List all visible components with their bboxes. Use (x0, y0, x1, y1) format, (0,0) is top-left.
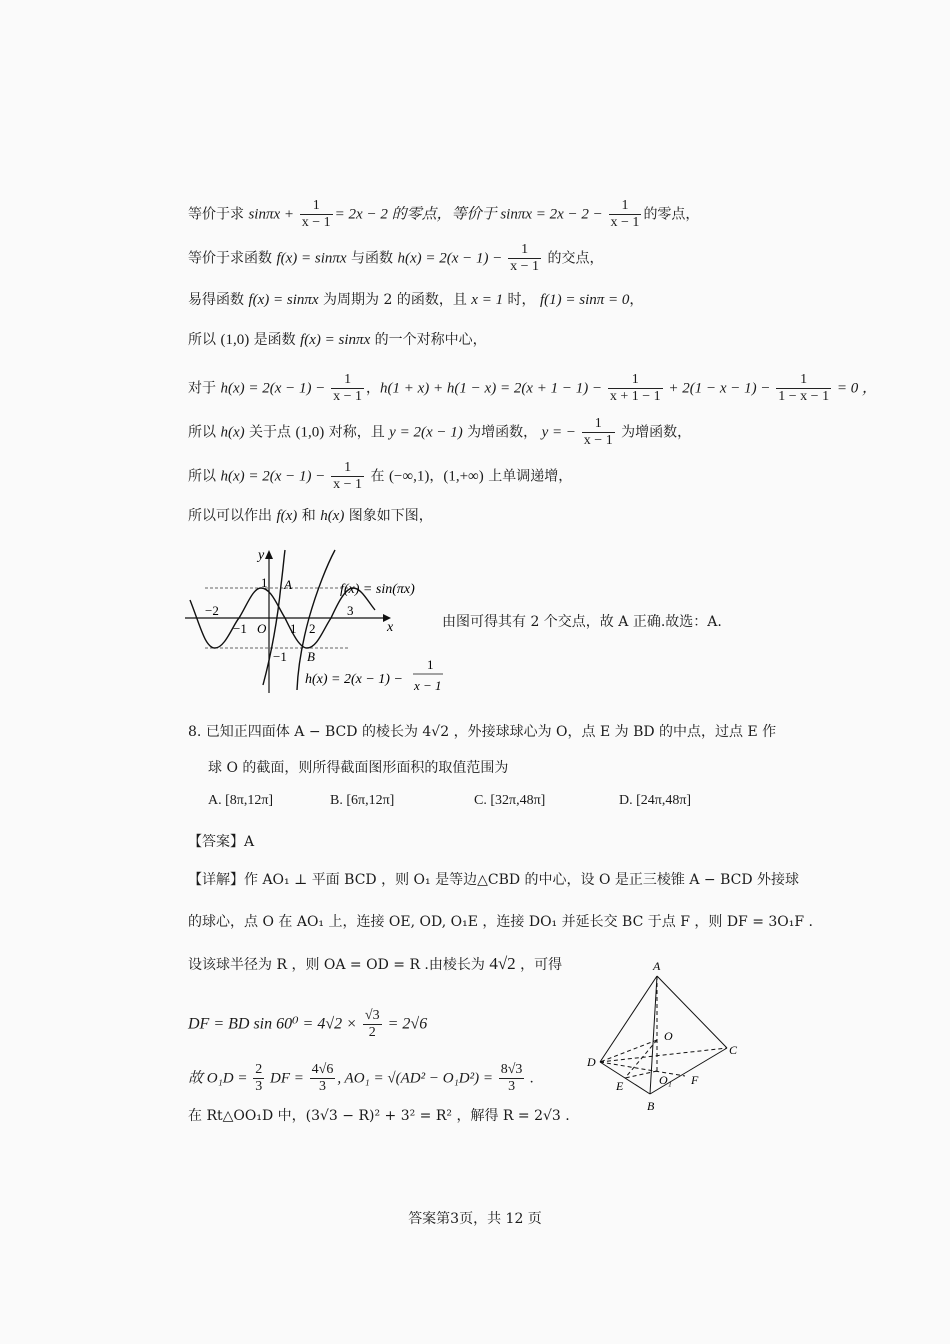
edge-AB (650, 976, 657, 1094)
question-line-2: 球 O 的截面，则所得截面图形面积的取值范围为 (208, 760, 509, 776)
text: 等价于求 (188, 206, 249, 223)
math: f(1) = sinπ = 0 (539, 292, 630, 308)
question-text: 已知正四面体 A − BCD 的棱长为 4√2 ，外接球球心为 O，点 E 为 BD 的中点，过点 E 作 (205, 724, 777, 740)
text: ，可得 (515, 957, 563, 973)
vertex-D: D (587, 1055, 596, 1069)
math: h(x) = 2(x − 1) − (397, 250, 507, 267)
label-h: h(x) = 2(x − 1) − (305, 672, 403, 687)
text: 易得函数 (188, 292, 249, 308)
detail-line-2: 的球心，点 O 在 AO₁ 上，连接 OE, OD, O₁E ，连接 DO₁ 并延长交 BC 于点 F ，则 DF = 3O₁F . (188, 914, 814, 930)
math: (−∞,1) (388, 468, 430, 485)
label-tick-1: 1 (261, 575, 268, 590)
fraction: $\frac{1}{x - 1}$ (610, 198, 640, 230)
math: . (526, 1070, 534, 1087)
math: h(x) = 2(x − 1) − (220, 468, 330, 485)
solution-line-2 (188, 242, 604, 275)
vertex-A: A (653, 959, 661, 973)
label-tick-neg1: −1 (273, 649, 287, 664)
text: ， (429, 468, 444, 485)
function-graph (185, 545, 445, 695)
text: ， (629, 292, 644, 308)
fraction: $\frac{1}{1 - x - 1}$ (778, 372, 830, 404)
option-d: D. [24π,48π] (619, 793, 692, 808)
answer: 【答案】A (188, 834, 255, 850)
text: 和 (297, 508, 321, 524)
graph-conclusion: 由图可得其有 2 个交点，故 A 正确.故选：A. (442, 614, 722, 630)
label-tick-neg2: −2 (205, 603, 219, 618)
label-tick-x-1: 1 (290, 621, 297, 636)
fraction: $\frac{1}{x - 1}$ (510, 242, 540, 274)
option-a: A. [8π,12π] (208, 793, 274, 808)
label-h-den: x − 1 (414, 678, 442, 693)
math: h(1 + x) + h(1 − x) = 2(x + 1 − 1) − (380, 380, 606, 397)
text: 所以 (188, 332, 221, 348)
text: 为增函数， (462, 424, 542, 441)
detail-tag: 【详解】 (188, 872, 244, 888)
solution-line-6 (188, 416, 691, 449)
solution-line-7 (188, 460, 572, 493)
point-F: F (691, 1073, 699, 1087)
solution-line-5 (188, 372, 877, 405)
math: (1,+∞) (443, 468, 484, 485)
solution-line-1 (188, 198, 699, 231)
tetrahedron-figure (585, 958, 745, 1118)
math: f(x) = sinπx (248, 292, 319, 308)
text: 对称，且 (324, 424, 390, 441)
math: y = 2(x − 1) (389, 424, 463, 441)
math: DF = BD sin 60⁰ = 4√2 × (188, 1015, 361, 1033)
math: = 2x − 2 的零点，等价于 (334, 206, 501, 223)
math: (1,0) (220, 332, 250, 348)
point-O1: O₁ (659, 1073, 672, 1087)
math: = 2√6 (383, 1015, 428, 1033)
label-x: x (387, 620, 394, 635)
question-number: 8. (188, 724, 202, 740)
math: (1,0) (295, 424, 325, 441)
text: 为周期为 2 的函数，且 (318, 292, 472, 308)
label-point-B: B (307, 649, 315, 664)
text: 所以可以作出 (188, 508, 277, 524)
point-E: E (616, 1079, 624, 1093)
text: 时， (503, 292, 540, 308)
fraction: $\frac{1}{x - 1}$ (583, 416, 613, 448)
detail-line-1 (188, 870, 799, 890)
label-f: f(x) = sin(πx) (340, 582, 415, 597)
text: 所以 (188, 468, 221, 485)
text: 图象如下图， (344, 508, 433, 524)
solution-line-8 (188, 506, 433, 526)
detail-line-4 (188, 1008, 427, 1041)
detail-line-3 (188, 954, 562, 975)
text: 对于 (188, 380, 221, 397)
text: 等价于求函数 (188, 250, 277, 267)
math: h(x) = 2(x − 1) − (220, 380, 330, 397)
math: 4√2 (489, 954, 516, 973)
text: 设该球半径为 R ，则 OA = OD = R .由棱长为 (188, 957, 490, 973)
fraction: $\frac{1}{x + 1 - 1}$ (609, 372, 661, 404)
math: + 2(1 − x − 1) − (664, 380, 775, 397)
text: 在 (366, 468, 389, 485)
option-c: C. [32π,48π] (474, 793, 546, 808)
math: y = − (541, 424, 580, 441)
math: x = 1 (471, 292, 504, 308)
math: f(x) = sinπx (300, 332, 371, 348)
text: 所以 (188, 424, 221, 441)
fraction: $\frac{8√3}{3}$ (500, 1062, 523, 1094)
math: , AO₁ = √(AD² − O₁D²) = (337, 1070, 497, 1087)
label-origin: O (257, 621, 267, 636)
math: = 0 ， (833, 380, 877, 397)
detail-line-6: 在 Rt△OO₁D 中，(3√3 − R)² + 3² = R² ，解得 R = 2√3 . (188, 1108, 570, 1124)
fraction: $\frac{1}{x - 1}$ (333, 372, 363, 404)
edge-AD (600, 976, 657, 1062)
text: 作 AO₁ ⊥ 平面 BCD ，则 O₁ 是等边△CBD 的中心，设 O 是正三棱锥 A − BCD 外接球 (244, 872, 800, 888)
label-h-num: 1 (427, 657, 434, 672)
text: 与函数 (346, 250, 398, 267)
math: h(x) (220, 424, 245, 441)
text: 的一个对称中心， (370, 332, 487, 348)
math: sinπx = 2x − 2 − (500, 206, 607, 223)
option-b: B. [6π,12π] (330, 793, 395, 808)
text: 关于点 (244, 424, 296, 441)
fraction: $\frac{1}{x - 1}$ (333, 460, 363, 492)
text: ， (366, 380, 381, 397)
fraction: $\frac{1}{x - 1}$ (301, 198, 331, 230)
label-y: y (258, 548, 265, 563)
fraction: $\frac{√3}{2}$ (364, 1008, 380, 1040)
label-point-A: A (284, 577, 292, 592)
text: 是函数 (249, 332, 301, 348)
text: 为增函数， (616, 424, 692, 441)
y-axis-arrow (265, 550, 273, 559)
fraction: $\frac{4√6}{3}$ (311, 1062, 334, 1094)
solution-line-3 (188, 290, 643, 310)
question-line-1 (188, 722, 776, 742)
label-tick-3: 3 (347, 603, 354, 618)
vertex-C: C (729, 1043, 738, 1057)
text: 的零点， (643, 206, 700, 223)
page-footer: 答案第3页，共 12 页 (408, 1211, 542, 1227)
fraction: $\frac{2}{3}$ (255, 1062, 263, 1094)
vertex-B: B (647, 1099, 655, 1113)
label-tick-2: 2 (309, 621, 316, 636)
math: f(x) = sinπx (276, 250, 347, 267)
math: 故 O₁D = (188, 1070, 252, 1087)
math: h(x) (320, 508, 345, 524)
detail-line-5 (188, 1062, 534, 1095)
solution-line-4 (188, 330, 487, 350)
text: 的交点， (543, 250, 604, 267)
math: sinπx + (248, 206, 298, 223)
text: 上单调递增， (483, 468, 573, 485)
label-tick-x-neg1: −1 (233, 621, 247, 636)
edge-BC (650, 1048, 727, 1094)
math: DF = (266, 1070, 308, 1087)
math: f(x) (276, 508, 298, 524)
point-O: O (664, 1029, 673, 1043)
